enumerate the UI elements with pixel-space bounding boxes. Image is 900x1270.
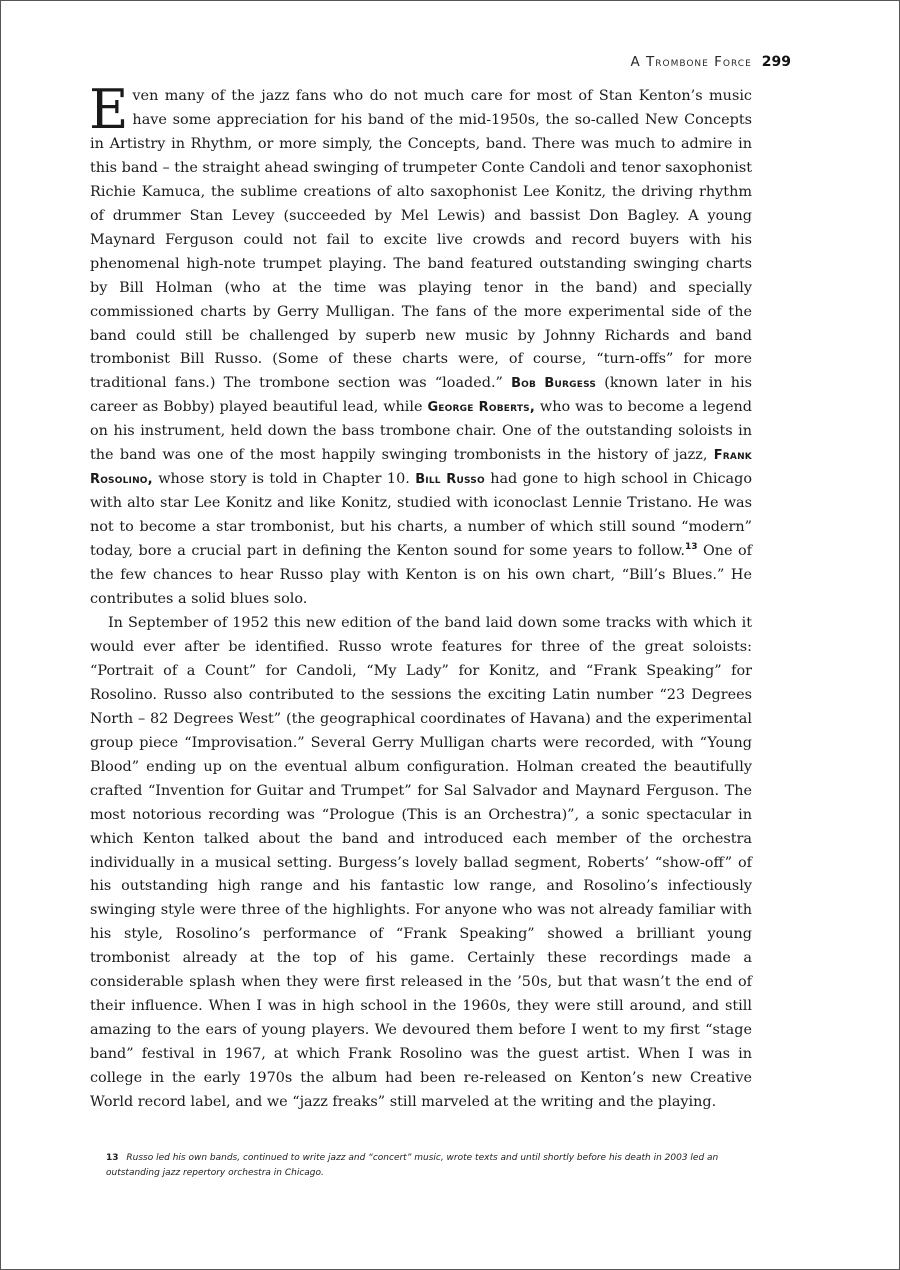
running-head bbox=[630, 54, 791, 70]
name-bob-burgess: Bob Burgess bbox=[511, 376, 597, 392]
body-text bbox=[89, 78, 753, 1115]
page-number: 299 bbox=[761, 54, 791, 70]
paragraph-1-text-b: (known later in his career as Bobby) played beautiful lead, while bbox=[90, 375, 753, 416]
running-title: A Trombone Force bbox=[630, 54, 752, 70]
paragraph-1 bbox=[89, 78, 753, 612]
paragraph-1-text-d: whose story is told in Chapter 10. bbox=[152, 471, 416, 488]
footnote-reference[interactable]: 13 bbox=[684, 542, 698, 553]
paragraph-1-text-c: who was to become a legend on his instrument, held down the bass trombone chair. One of the outstanding soloists in the band was one of the most happily swinging trombonists in the history of jazz, bbox=[90, 399, 753, 464]
paragraph-1-text-e: had gone to high school in Chicago with alto star Lee Konitz and like Konitz, studied with iconoclast Lennie Tristano. He was not to become a star trombonist, but his charts, a number of which still sound “modern” today, bore a crucial part in defining the Kenton sound for some years to follow. bbox=[90, 471, 752, 560]
name-bill-russo: Bill Russo bbox=[415, 472, 485, 488]
paragraph-1-text-f: One of the few chances to hear Russo play with Kenton is on his own chart, “Bill’s Blues.” He contributes a solid blues solo. bbox=[90, 543, 752, 608]
footnote bbox=[106, 1151, 746, 1181]
footnote-number: 13 bbox=[106, 1153, 119, 1163]
paragraph-2: In September of 1952 this new edition of the band laid down some tracks with which it would ever after be identified. Russo wrote features for three of the great soloists: “Portrait of a Count” for Candoli, “My Lady” for Konitz, and “Frank Speaking” for Rosolino. Russo also contributed to the sessions the exciting Latin number “23 Degrees North – 82 Degrees West” (the geographical coordinates of Havana) and the experimental group piece “Improvisation.” Several Gerry Mulligan charts were recorded, with “Young Blood” ending up on the eventual album configuration. Holman created the beautifully crafted “Invention for Guitar and Trumpet” for Sal Salvador and Maynard Ferguson. The most notorious recording was “Prologue (This is an Orchestra)”, a sonic spectacular in which Kenton talked about the band and introduced each member of the orchestra individually in a musical setting. Burgess’s lovely ballad segment, Roberts’ “show-off” of his outstanding high range and his fantastic low range, and Rosolino’s infectiously swinging style were three of the highlights. For anyone who was not already familiar with his style, Rosolino’s performance of “Frank Speaking” showed a brilliant young trombonist already at the top of his game. Certainly these recordings made a considerable splash when they were first released in the ’50s, but that wasn’t the end of their influence. When I was in high school in the 1960s, they were still around, and still amazing to the ears of young players. We devoured them before I went to my first “stage band” festival in 1967, at which Frank Rosolino was the guest artist. When I was in college in the early 1970s the album had been re-released on Kenton’s new Creative World record label, and we “jazz freaks” still marveled at the writing and the playing. bbox=[90, 614, 752, 1111]
paragraph-1-text-a: ven many of the jazz fans who do not much care for most of Stan Kenton’s music have some appreciation for his band of the mid-1950s, the so-called New Concepts in Artistry in Rhythm, or more simply, the Concepts, band. There was much to admire in this band – the straight ahead swinging of trumpeter Conte Candoli and tenor saxophonist Richie Kamuca, the sublime creations of alto saxophonist Lee Konitz, the driving rhythm of drummer Stan Levey (succeeded by Mel Lewis) and bassist Don Bagley. A young Maynard Ferguson could not fail to excite live crowds and record buyers with his phenomenal high-note trumpet playing. The band featured outstanding swinging charts by Bill Holman (who at the time was playing tenor in the band) and specially commissioned charts by Gerry Mulligan. The fans of the more experimental side of the band could still be challenged by superb new music by Johnny Richards and band trombonist Bill Russo. (Some of these charts were, of course, “turn-offs” for more traditional fans.) The trombone section was “loaded.” bbox=[90, 88, 752, 392]
name-frank-rosolino: Frank Rosolino, bbox=[90, 448, 752, 488]
name-george-roberts: George Roberts, bbox=[427, 400, 535, 416]
drop-cap: E bbox=[89, 78, 129, 141]
footnote-text: Russo led his own bands, continued to write jazz and “concert” music, wrote texts and until shortly before his death in 2003 led an outstanding jazz repertory orchestra in Chicago. bbox=[106, 1153, 719, 1178]
